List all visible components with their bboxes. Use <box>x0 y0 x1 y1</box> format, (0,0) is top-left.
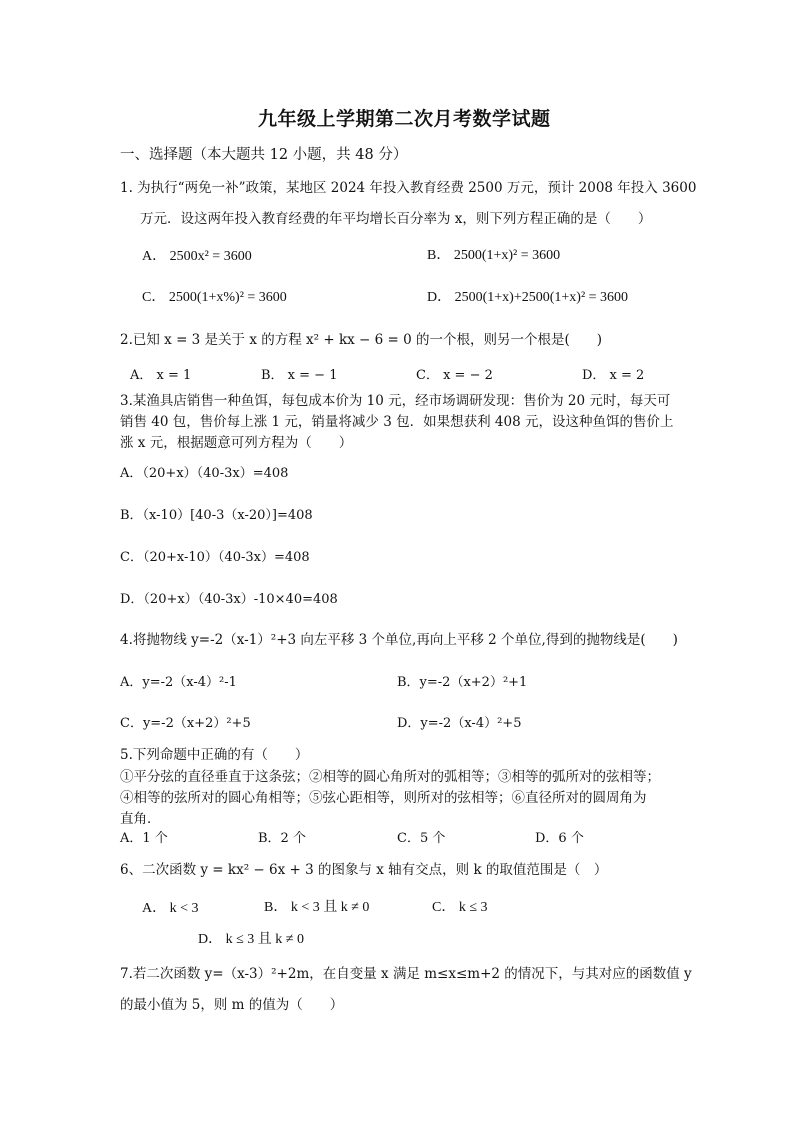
q6-stem: 6、二次函数 y = kx² − 6x + 3 的图象与 x 轴有交点，则 k 的取值范围是（ ） <box>120 862 608 878</box>
q4-option-d: D．y=-2（x-4）²+5 <box>397 716 522 731</box>
q1-stem-line2: 万元．设这两年投入教育经费的年平均增长百分率为 x，则下列方程正确的是（ ） <box>140 211 652 227</box>
q5-body-line3: 直角． <box>120 811 161 827</box>
q1-option-c: C． 2500(1+x%)² = 3600 <box>142 290 287 305</box>
q1-option-b: B． 2500(1+x)² = 3600 <box>427 248 561 263</box>
q5-body-line1: ①平分弦的直径垂直于这条弦；②相等的圆心角所对的弧相等；③相等的弧所对的弦相等； <box>120 769 660 785</box>
q1-option-a: A． 2500x² = 3600 <box>142 249 252 264</box>
q2-option-c: C． x = − 2 <box>416 368 493 383</box>
q2-stem: 2.已知 x = 3 是关于 x 的方程 x² + kx − 6 = 0 的一个根，则另一个根是( ) <box>120 332 603 348</box>
q1-option-d: D． 2500(1+x)+2500(1+x)² = 3600 <box>427 290 629 305</box>
q7-stem-line1: 7.若二次函数 y=（x-3）²+2m，在自变量 x 满足 m≤x≤m+2 的情况下，与其对应的函数值 y <box>120 966 692 982</box>
q7-stem-line2: 的最小值为 5，则 m 的值为（ ） <box>120 997 344 1013</box>
section-heading: 一、选择题（本大题共 12 小题，共 48 分） <box>120 147 408 163</box>
q2-option-b: B． x = − 1 <box>261 368 338 383</box>
q5-option-b: B．2 个 <box>258 831 306 846</box>
q4-stem: 4.将抛物线 y=-2（x-1）²+3 向左平移 3 个单位,再向上平移 2 个单位,得到的抛物线是( ) <box>120 632 678 648</box>
q5-body-line2: ④相等的弦所对的圆心角相等；⑤弦心距相等，则所对的弦相等；⑥直径所对的圆周角为 <box>120 790 647 806</box>
q3-option-d: D．（20+x）（40-3x）-10×40=408 <box>120 592 338 607</box>
q5-stem: 5.下列命题中正确的有（ ） <box>120 747 309 763</box>
q3-option-c: C．（20+x-10）（40-3x）=408 <box>120 550 310 565</box>
q4-option-c: C．y=-2（x+2）²+5 <box>120 716 251 731</box>
q6-option-a: A． k < 3 <box>142 901 199 916</box>
q5-option-a: A．1 个 <box>120 831 168 846</box>
q3-option-b: B．（x-10）[40-3（x-20）]=408 <box>120 508 313 523</box>
q5-option-d: D．6 个 <box>535 831 584 846</box>
q3-stem-line1: 3.某渔具店销售一种鱼饵，每包成本价为 10 元，经市场调研发现：售价为 20 元时，每天可 <box>120 393 671 409</box>
q3-option-a: A．（20+x）（40-3x）=408 <box>120 466 289 481</box>
q2-option-d: D． x = 2 <box>582 368 645 383</box>
q4-option-a: A．y=-2（x-4）²-1 <box>120 675 237 690</box>
q3-stem-line3: 涨 x 元，根据题意可列方程为（ ） <box>120 435 353 451</box>
q5-option-c: C．5 个 <box>397 831 446 846</box>
q6-option-b: B． k < 3 且 k ≠ 0 <box>264 900 370 915</box>
q6-option-c: C． k ≤ 3 <box>432 900 488 915</box>
q4-option-b: B．y=-2（x+2）²+1 <box>397 675 528 690</box>
q2-option-a: A． x = 1 <box>130 368 192 383</box>
q1-stem-line1: 1. 为执行“两免一补”政策，某地区 2024 年投入教育经费 2500 万元，预计 2008 年投入 3600 <box>120 180 697 196</box>
q6-option-d: D． k ≤ 3 且 k ≠ 0 <box>198 932 304 947</box>
page-title: 九年级上学期第二次月考数学试题 <box>258 108 551 130</box>
q3-stem-line2: 销售 40 包，售价每上涨 1 元，销量将减少 3 包．如果想获利 408 元，设这种鱼饵的售价上 <box>120 414 674 430</box>
